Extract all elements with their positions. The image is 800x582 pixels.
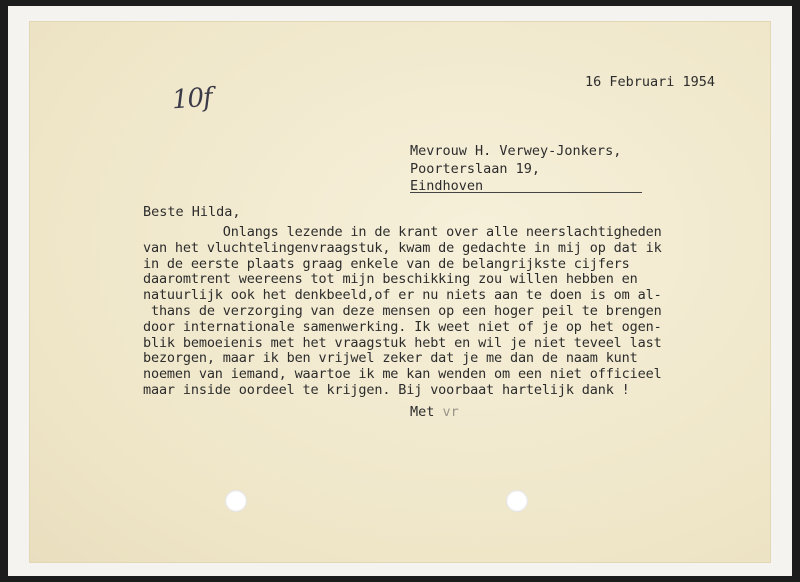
closing-faded-text: vr — [442, 404, 459, 420]
recipient-city: Eindhoven — [410, 178, 484, 194]
body-line: bezorgen, maar ik ben vrijwel zeker dat je me dan de naam kunt — [143, 350, 638, 367]
recipient-name: Mevrouw H. Verwey-Jonkers, — [410, 143, 622, 159]
closing — [410, 404, 459, 420]
recipient-street: Poorterslaan 19, — [410, 160, 541, 177]
body-line: blik bemoeienis met het vraagstuk hebt en wil je niet teveel last — [143, 334, 662, 351]
punch-hole-right — [506, 490, 528, 512]
body-line: noemen van iemand, waartoe ik me kan wenden om een niet officieel — [143, 366, 662, 383]
body-line: in de eerste plaats graag enkele van de belangrijkste cijfers — [143, 255, 630, 272]
body-line: door internationale samenwerking. Ik weet niet of je op het ogen- — [143, 318, 662, 335]
recipient-address — [410, 143, 621, 196]
closing-text: Met — [410, 404, 435, 420]
body-line: maar inside oordeel te krijgen. Bij voorbaat hartelijk dank ! — [143, 381, 630, 398]
body-line: thans de verzorging van deze mensen op een hoger peil te brengen — [143, 302, 662, 319]
letter-date: 16 Februari 1954 — [585, 74, 716, 90]
body-line: van het vluchtelingenvraagstuk, kwam de gedachte in mij op dat ik — [143, 239, 662, 256]
body-line: natuurlijk ook het denkbeeld,of er nu niets aan te doen is om al- — [143, 287, 662, 304]
body-line: daaromtrent weereens tot mijn beschikking zou willen hebben en — [143, 271, 638, 288]
handwritten-annotation: 10f — [171, 82, 213, 116]
letter-body — [143, 225, 662, 399]
address-underline — [410, 192, 642, 193]
salutation: Beste Hilda, — [143, 204, 241, 220]
body-line: Onlangs lezende in de krant over alle neerslachtigheden — [143, 224, 662, 240]
punch-hole-left — [225, 490, 247, 512]
